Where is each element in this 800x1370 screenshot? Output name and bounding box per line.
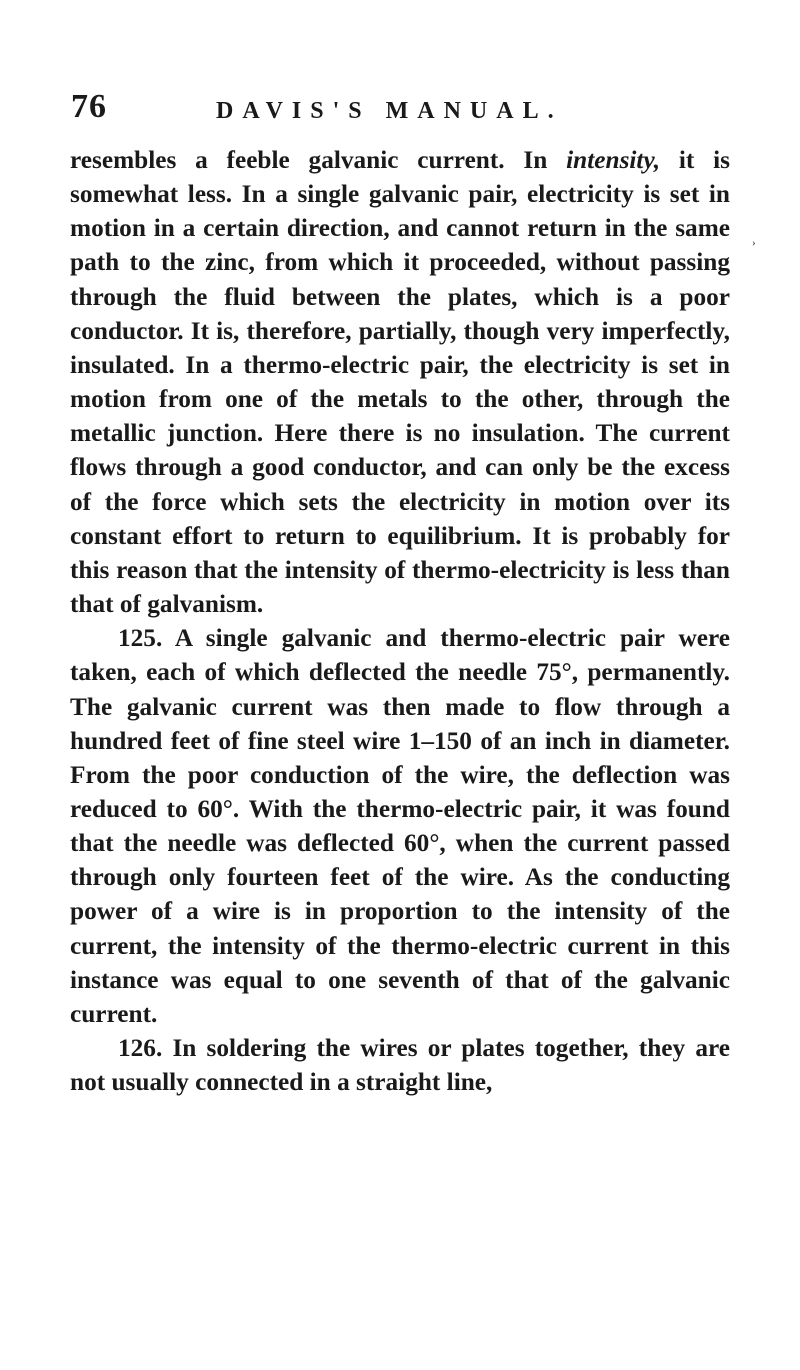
page-number: 76: [71, 88, 107, 125]
paragraph-text: resembles a feeble galvanic current. In: [70, 146, 567, 174]
page-header: [0, 88, 800, 128]
paragraph-125: 125. A single galvanic and thermo-electric pair were taken, each of which deflected the needle 75°, permanently. The galvanic current was then made to flow through a hundred feet of fine steel wire 1–150 of an inch in diameter. From the poor conduction of the wire, the deflection was reduced to 60°. With the thermo-electric pair, it was found that the needle was deflected 60°, when the current passed through only fourteen feet of the wire. As the conducting power of a wire is in proportion to the intensity of the current, the intensity of the thermo-electric current in this instance was equal to one seventh of that of the galvanic current.: [70, 624, 730, 1028]
body-text: [70, 143, 730, 1099]
paragraph-text: it is somewhat less. In a single galvanic pair, electricity is set in motion in a certain direction, and cannot return in the same path to the zinc, from which it proceeded, without passing through the fluid between the plates, which is a poor conductor. It is, therefore, partially, though very imperfectly, insulated. In a thermo-electric pair, the electricity is set in motion from one of the metals to the other, through the metallic junction. Here there is no insulation. The current flows through a good conductor, and can only be the excess of the force which sets the electricity in motion over its constant effort to return to equilibrium. It is probably for this reason that the intensity of thermo-electricity is less than that of galvanism.: [70, 146, 730, 619]
margin-mark: ›: [752, 237, 756, 249]
emphasis-intensity: intensity,: [566, 146, 661, 174]
paragraph-continuation: [70, 143, 730, 621]
running-head: DAVIS'S MANUAL.: [216, 98, 563, 124]
paragraph-126: 126. In soldering the wires or plates together, they are not usually connected in a straight line,: [70, 1034, 730, 1097]
